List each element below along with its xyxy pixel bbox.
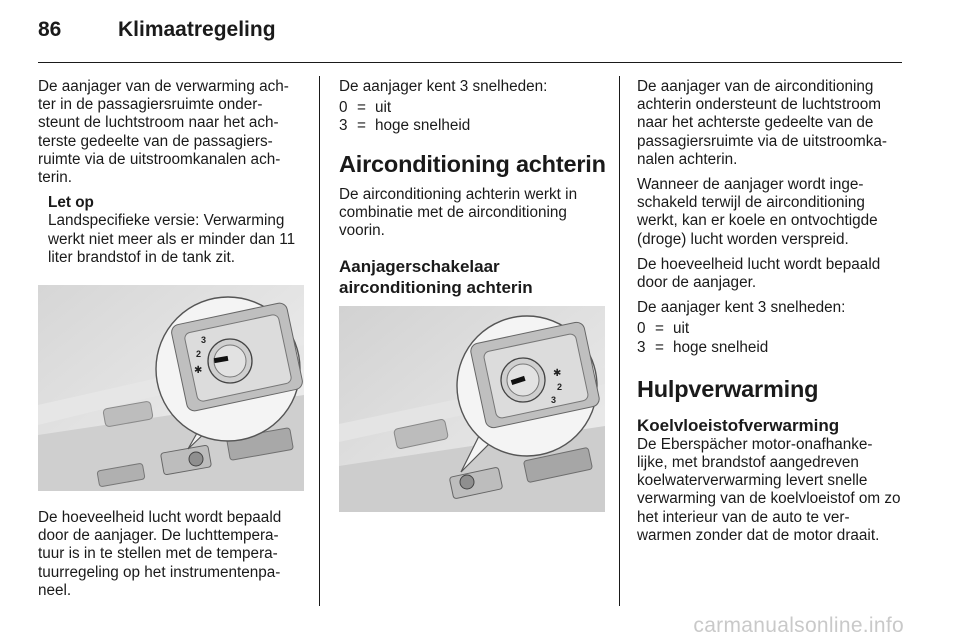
speed-desc: hoge snelheid [375, 117, 471, 135]
page-header [38, 18, 276, 48]
speed-desc: uit [375, 99, 392, 117]
speed-desc: uit [673, 320, 690, 338]
chapter-title: Klimaatregeling [118, 18, 276, 41]
watermark: carmanualsonline.info [693, 614, 904, 637]
paragraph-3: De hoeveelheid lucht wordt bepaald door de aanjager. [637, 255, 881, 292]
speed-desc: hoge snelheid [673, 338, 769, 356]
paragraph-1: De aanjager van de airconditioning achterin ondersteunt de luchtstroom naar het achterste gedeelte van de passagiersruimte via de uitstroomka- nalen achterin. [637, 78, 887, 168]
dial-label-3: 3 [551, 395, 557, 406]
page-number: 86 [38, 18, 62, 41]
intro-paragraph: De aanjager van de verwarming ach- ter in de passagiersruimte onder- steunt de luchtstroom naar het ach- terste gedeelte van de passagiers- ruimte via de uitstroomkanalen ach- terin. [38, 78, 289, 187]
speeds-intro: De aanjager kent 3 snelheden: [339, 78, 548, 95]
note-title: Let op [48, 194, 94, 212]
rear-ac-switch-photo [339, 306, 605, 512]
rear-heater-switch-illustration [38, 285, 304, 491]
ac-paragraph: De airconditioning achterin werkt in combinatie met de airconditioning voorin. [339, 185, 578, 240]
speed-eq: = [357, 99, 366, 117]
dial-label-2: 2 [196, 349, 202, 360]
paragraph-2: Wanneer de aanjager wordt inge- schakeld terwijl de airconditioning werkt, kan er koele en ontvochtigde (droge) lucht worden verspreid. [637, 176, 878, 248]
speed-key: 0 [637, 320, 646, 338]
speed-key: 0 [339, 99, 348, 117]
speeds-list [339, 99, 609, 135]
heading-switch-line-2: airconditioning achterin [339, 278, 533, 298]
note-box [48, 194, 306, 267]
column-2 [339, 78, 609, 512]
speed-eq: = [655, 338, 664, 356]
speed-eq: = [357, 117, 366, 135]
heading-hulpverwarming: Hulpverwarming [637, 375, 819, 402]
header-rule [38, 62, 902, 63]
column-divider-2 [619, 76, 620, 606]
rear-ac-switch-illustration [339, 306, 605, 512]
dial-label-3: 3 [201, 335, 207, 346]
fan-symbol-icon: ✱ [553, 368, 562, 380]
dial-label-2: 2 [557, 382, 563, 393]
speeds-intro: De aanjager kent 3 snelheden: [637, 299, 846, 317]
speed-key: 3 [339, 117, 348, 135]
heading-switch-line-1: Aanjagerschakelaar [339, 257, 500, 277]
fan-symbol-icon: ✱ [194, 365, 203, 377]
column-1 [38, 78, 306, 607]
outro-paragraph: De hoeveelheid lucht wordt bepaald door de aanjager. De luchttempera- tuur is in te stellen met de tempera- tuurregeling op het instrumentenpa- neel. [38, 509, 282, 599]
heading-airconditioning-achterin: Airconditioning achterin [339, 150, 606, 177]
coolant-paragraph: De Eberspächer motor-onafhanke- lijke, met brandstof aangedreven koelwaterverwarming levert snelle verwarming van de koelvloeistof om zo het interieur van de auto te ver- warmen zonder dat de motor draait. [637, 435, 901, 544]
heading-koelvloeistofverwarming: Koelvloeistofverwarming [637, 415, 840, 435]
speed-key: 3 [637, 338, 646, 356]
rear-heater-switch-photo [38, 285, 304, 491]
column-divider-1 [319, 76, 320, 606]
note-text: Landspecifieke versie: Verwarming werkt niet meer als er minder dan 11 liter brandstof in de tank zit. [48, 212, 296, 266]
speed-eq: = [655, 320, 664, 338]
speeds-list [637, 320, 907, 356]
column-3 [637, 78, 907, 552]
